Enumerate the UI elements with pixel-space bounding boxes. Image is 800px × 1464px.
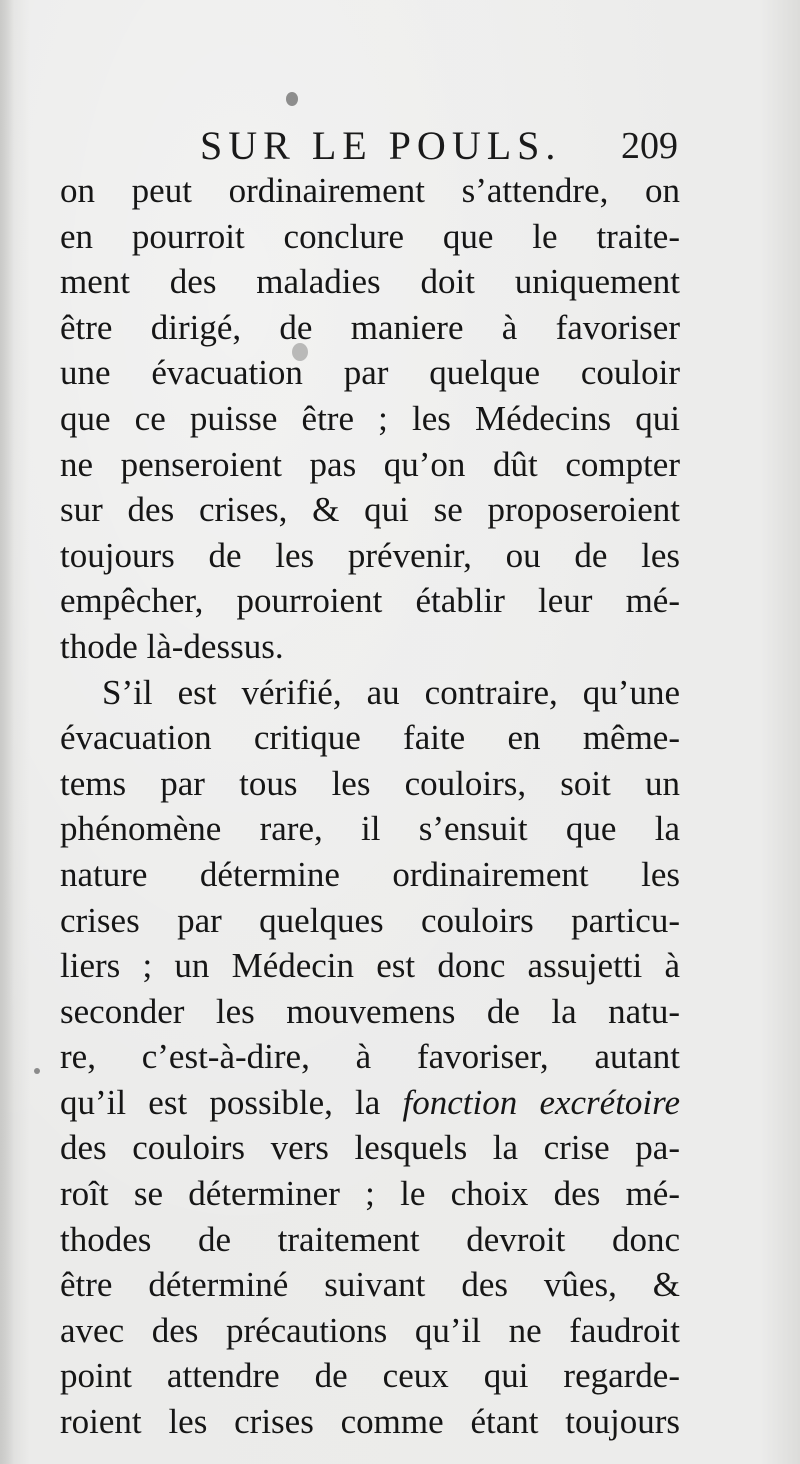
text-line: seconder les mouvemens de la natu- [60,991,680,1031]
text-line: être déterminé suivant des vûes, & [60,1265,680,1305]
running-head-title: SUR LE POULS. [200,123,562,168]
text-line: roît se déterminer ; le choix des mé- [60,1174,680,1214]
text-line: thode là-dessus. [60,626,284,666]
text-line-with-italic [60,1080,680,1126]
text-line: toujours de les prévenir, ou de les [60,535,680,575]
text-line: tems par tous les couloirs, soit un [60,763,680,803]
text-line: nature détermine ordinairement les [60,854,680,894]
text-line: ment des maladies doit uniquement [60,262,680,302]
text-line: être dirigé, de maniere à favoriser [60,307,680,347]
page-edge-shadow [0,0,14,1464]
ink-speck [286,92,298,106]
ink-speck [292,343,308,361]
text-line: S’il est vérifié, au contraire, qu’une [102,672,680,712]
text-line: avec des précautions qu’il ne faudroit [60,1310,680,1350]
text-line: sur des crises, & qui se proposeroient [60,490,680,530]
text-line: re, c’est-à-dire, à favoriser, autant [60,1037,680,1077]
text-line: liers ; un Médecin est donc assujetti à [60,946,680,986]
text-line: une évacuation par quelque couloir [60,353,680,393]
italic-phrase: fonction excrétoire [402,1082,680,1122]
text-line: ne penseroient pas qu’on dût compter [60,444,680,484]
text-line: en pourroit conclure que le traite- [60,216,680,256]
text-line: phénomène rare, il s’ensuit que la [60,809,680,849]
ink-speck [34,1068,40,1074]
paragraph-2 [60,670,680,1445]
text-line: évacuation critique faite en même- [60,718,680,758]
text-line: crises par quelques couloirs particu- [60,900,680,940]
page-number: 209 [621,125,678,167]
text-line: des couloirs vers lesquels la crise pa- [60,1128,680,1168]
text-span: qu’il est possible, la [60,1082,403,1122]
text-line: on peut ordinairement s’attendre, on [60,171,680,210]
text-line: roient les crises comme étant toujours [60,1402,680,1442]
paragraph-1 [60,168,680,670]
text-line: que ce puisse être ; les Médecins qui [60,398,680,438]
text-line: thodes de traitement devroit donc [60,1219,680,1259]
running-head [200,122,678,172]
text-line: point attendre de ceux qui regarde- [60,1356,680,1396]
body-text [60,168,680,1445]
text-line: empêcher, pourroient établir leur mé- [60,581,680,621]
